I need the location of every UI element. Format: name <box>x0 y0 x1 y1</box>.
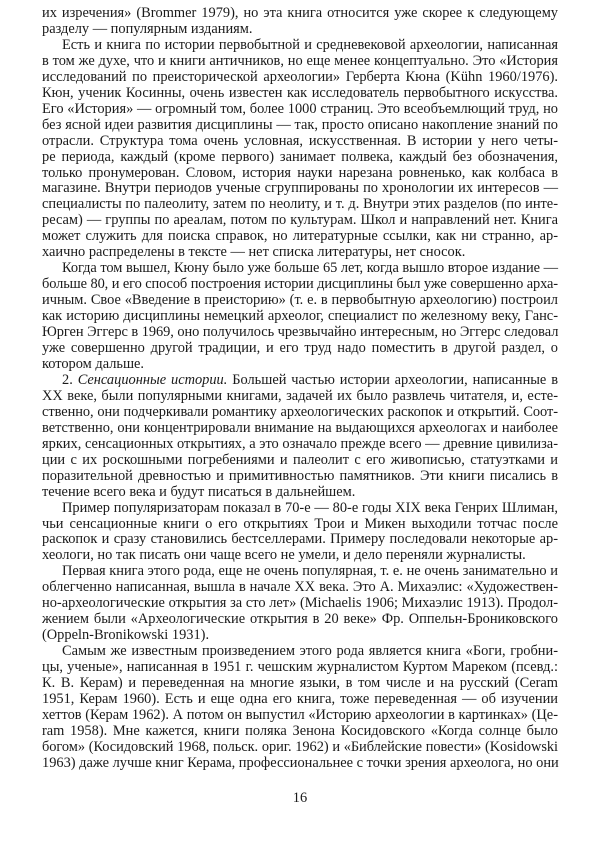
paragraph <box>42 564 558 644</box>
page-body <box>42 6 558 772</box>
paragraph <box>42 501 558 565</box>
paragraph <box>42 6 558 38</box>
text-line: Есть и книга по истории первобытной и средневековой археологии, написанная <box>62 36 558 53</box>
text-line: хеологи, но так писать они чаще всего не умели, и дело переняли журналисты. <box>42 547 526 564</box>
text-line: Юрген Эггерс в 1969, оно получилось чрезвычайно интересным, но Эггерс следовал <box>42 324 559 341</box>
text-line: богом» (Косидовский 1968, польск. ориг. 1962) и «Библейские повести» (Kosidowski <box>42 738 558 755</box>
text-line: исследований по преисторической археологии» Герберта Кюна (Kühn 1960/1976). <box>42 68 558 85</box>
text-line: как историю дисциплины немецкий археолог, специалист по железному веку, Ганс- <box>42 308 558 325</box>
text-line: хаично распределены в тексте — нет списка литературы, нет сносок. <box>42 244 466 261</box>
text-line <box>42 373 558 389</box>
text-line: облегченно написанная, вышла в начале XX века. Это А. Михаэлис: «Художествен- <box>42 579 558 596</box>
text-line: поразительной древностью и примитивностью памятников. Эти книги писались в <box>42 467 558 484</box>
text-line: жением были «Археологические открытия в 20 веке» Фр. Оппельн-Брониковского <box>42 611 558 628</box>
text-line: больше 80, и его способ построения истории дисциплины был уже совершенно арха- <box>42 276 558 293</box>
text-line: ственно, они подчеркивали романтику археологических раскопок и открытий. Соот- <box>42 403 558 420</box>
paragraph <box>42 644 558 772</box>
text-line: ветственно, они концентрировали внимание на выдающихся археологах и наиболее <box>42 419 558 436</box>
text-line: ре периода, каждый (кроме первого) занимает полвека, каждый без обозначения, <box>42 148 558 165</box>
text-line: Первая книга этого рода, еще не очень популярная, т. е. не очень занимательно и <box>62 563 558 580</box>
text-line: ресам) — группы по ареалам, потом по культурам. Школ и направлений нет. Книга <box>42 212 558 229</box>
text-line: Самым же известным произведением этого рода является книга «Боги, гробни- <box>62 643 558 660</box>
text-line: только пронумерован. Словом, история науки нарезана ровненько, как колбаса в <box>42 164 558 181</box>
text-line: ции с их роскошными погребениями и палеолит с его живописью, статуэтками и <box>42 451 558 468</box>
text-line: в том же духе, что и книги античников, но еще менее концептуально. Это «История <box>42 52 558 69</box>
text-line: разделу — популярным изданиям. <box>42 20 253 37</box>
text-line: котором дальше. <box>42 355 145 372</box>
text-line: XX веке, были популярными книгами, задачей их было развлечь читателя, и, есте- <box>42 387 558 404</box>
paragraph <box>42 38 558 261</box>
paragraph <box>42 261 558 373</box>
text-line: ичным. Свое «Введение в преисторию» (т. е. в первобытную археологию) построил <box>42 292 558 309</box>
paragraph <box>42 373 558 501</box>
text-line: цы, ученые», написанная в 1951 г. чешским журналистом Куртом Мареком (псевд.: <box>42 659 558 676</box>
text-line: их изречения» (Brommer 1979), но эта книга относится уже скорее к следующему <box>42 5 558 21</box>
text-line: течение всего века и будут писаться в дальнейшем. <box>42 483 356 500</box>
text-line: Когда том вышел, Кюну было уже больше 65 лет, когда вышло второе издание — <box>62 260 558 277</box>
text-line: магазине. Внутри периодов ученые сгруппированы по хронологии их интересов — <box>42 180 558 197</box>
text-line: 1963) даже лучше книг Керама, профессиональнее с точки зрения археолога, но они <box>42 754 559 771</box>
text-line: Его «История» — огромный том, более 1000 страниц. Это всеобъемлющий труд, но <box>42 100 558 117</box>
section-number: 2. <box>62 371 73 388</box>
text-line: Пример популяризаторам показал в 70-е — 80-е годы XIX века Генрих Шлиман, <box>62 499 558 516</box>
text-line: К. В. Керам) и переведенная на многие языки, в том числе и на русский (Ceram <box>42 675 558 692</box>
page-number: 16 <box>292 790 308 806</box>
text-line: специалисты по палеолиту, затем по неолиту, и т. д. Внутри этих разделов (по инте- <box>42 196 558 213</box>
text-line: уже совершенно другой традиции, и его труд надо поместить в другой раздел, о <box>42 340 558 357</box>
section-title: Сенсационные истории. <box>77 371 228 388</box>
text-line: ярких, сенсационных открытиях, а это означало прежде всего — древние цивилиза- <box>42 435 558 452</box>
text-line: Кюн, ученик Косинны, очень известен как исследователь первобытного искусства. <box>42 84 558 101</box>
text-line: хеттов (Керам 1962). А потом он выпустил «Историю археологии в картинках» (Це- <box>42 706 558 723</box>
text-line: но-археологические открытия за сто лет» (Michaelis 1906; Михаэлис 1913). Продол- <box>42 595 558 612</box>
text-line: отрасли. Структура тома очень условная, искусственная. В истории у него четы- <box>42 132 558 149</box>
text-line: без ясной идеи развития дисциплины — так, просто описано накопление знаний по <box>42 116 558 133</box>
text-line: (Oppeln-Bronikowski 1931). <box>42 627 210 644</box>
text-line: может служить для поиска справок, но литературные ссылки, как ни странно, ар- <box>42 228 558 245</box>
text-line: раскопок и сразу становились бестселлерами. Примеру последовали некоторые ар- <box>42 531 558 548</box>
text-line: чьи сенсационные книги о его открытиях Трои и Микен выходили тотчас после <box>42 515 558 532</box>
line-text: Большей частью истории археологии, написанные в <box>227 371 558 388</box>
text-line: ram 1958). Мне кажется, книги поляка Зенона Косидовского «Когда солнце было <box>42 722 558 739</box>
text-line: 1951, Керам 1960). Есть и еще одна его книга, тоже переведенная — об изучении <box>42 690 558 707</box>
